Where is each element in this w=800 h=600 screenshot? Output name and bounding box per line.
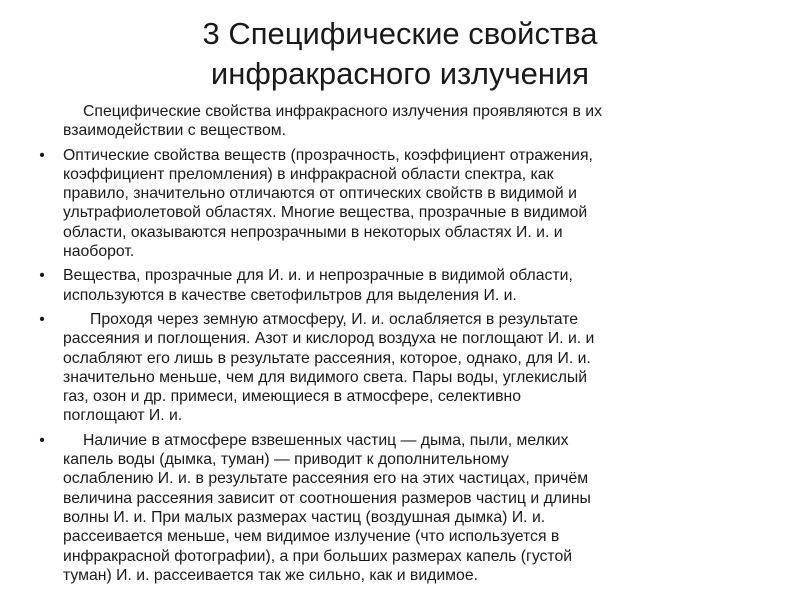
bullet-item (36, 266, 776, 305)
bullet-line: газ, озон и др. примеси, имеющиеся в атмосфере, селективно (63, 388, 522, 406)
bullet-line: волны И. и. При малых размерах частиц (воздушная дымка) И. и. (63, 508, 546, 526)
bullet-line: используются в качестве светофильтров для выделения И. и. (63, 286, 517, 304)
bullet-dot-icon: • (39, 267, 45, 285)
intro-line: взаимодействии с веществом. (63, 122, 287, 140)
bullet-dot-icon: • (39, 146, 45, 164)
slide-title (100, 14, 700, 94)
intro-paragraph (63, 102, 776, 141)
slide-body (36, 102, 776, 590)
intro-line: Специфические свойства инфракрасного излучения проявляются в их (83, 103, 602, 120)
bullet-line: рассеивается меньше, чем видимое излучение (что используется в (63, 528, 560, 546)
bullet-line: Наличие в атмосфере взвешенных частиц — дыма, пыли, мелких (83, 431, 569, 449)
bullet-list (36, 146, 776, 586)
bullet-line: ослаблению И. и. в результате рассеяния его на этих частицах, причём (63, 470, 589, 488)
bullet-line: рассеяния и поглощения. Азот и кислород воздуха не поглощают И. и. и (63, 330, 595, 348)
bullet-line: области, оказываются непрозрачными в некоторых областях И. и. и (63, 223, 563, 241)
bullet-line: туман) И. и. рассеивается так же сильно, как и видимое. (63, 566, 478, 584)
bullet-line: ослабляют его лишь в результате рассеяния, которое, однако, для И. и. (63, 349, 591, 367)
bullet-dot-icon: • (39, 431, 45, 449)
bullet-line: значительно меньше, чем для видимого света. Пары воды, углекислый (63, 368, 588, 386)
bullet-line: коэффициент преломления) в инфракрасной области спектра, как (63, 165, 554, 183)
bullet-line: Оптические свойства веществ (прозрачность, коэффициент отражения, (63, 146, 593, 164)
bullet-dot-icon: • (39, 310, 45, 328)
bullet-item (36, 431, 776, 585)
bullet-item (36, 146, 776, 262)
slide-title-line: инфракрасного излучения (210, 56, 590, 91)
bullet-line: поглощают И. и. (63, 407, 183, 425)
bullet-line: инфракрасной фотографии), а при больших размерах капель (густой (63, 547, 573, 565)
bullet-item (36, 310, 776, 426)
bullet-line: капель воды (дымка, туман) — приводит к дополнительному (63, 451, 509, 469)
bullet-line: правило, значительно отличаются от оптических свойств в видимой и (63, 185, 577, 203)
bullet-line: ультрафиолетовой областях. Многие вещества, прозрачные в видимой (63, 204, 588, 222)
bullet-line: Проходя через земную атмосферу, И. и. ослабляется в результате (90, 310, 579, 328)
bullet-line: наоборот. (63, 243, 135, 261)
slide-title-line: 3 Специфические свойства (202, 16, 598, 51)
bullet-line: Вещества, прозрачные для И. и. и непрозрачные в видимой области, (63, 267, 573, 285)
bullet-line: величина рассеяния зависит от соотношения размеров частиц и длины (63, 489, 591, 507)
